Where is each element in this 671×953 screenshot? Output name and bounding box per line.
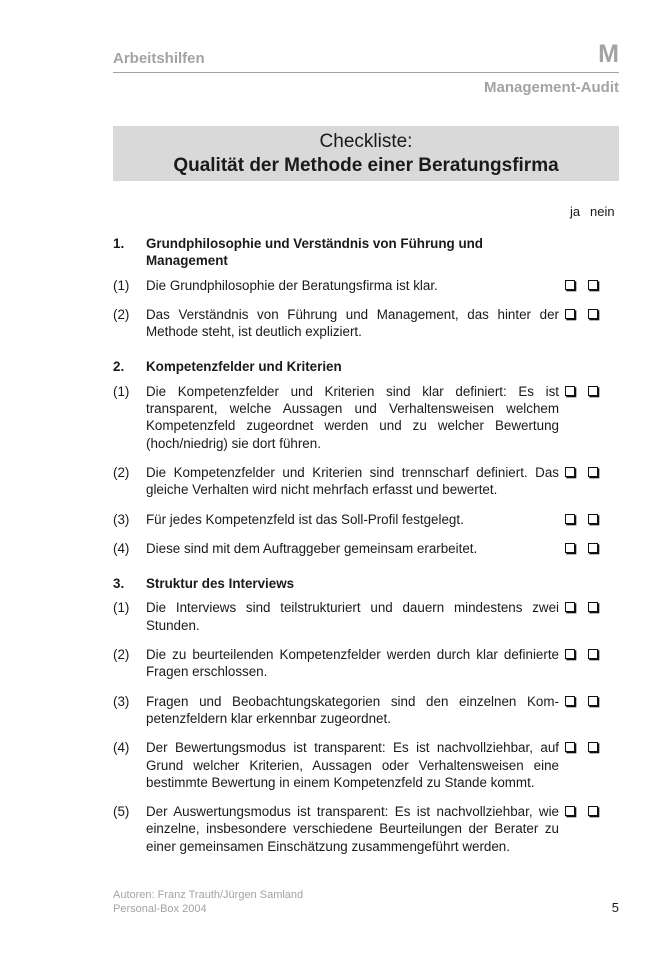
footer-credits [113, 888, 303, 916]
item-text: Der Bewertungsmodus ist transparent: Es ist nachvollziehbar, auf Grund welcher Kriterien, Aussagen oder Verhaltensweisen eine bestimmte Bewertung in einem Kompetenzfeld zu Stande kommt. [146, 740, 559, 790]
checkbox-nein[interactable] [588, 742, 598, 752]
checkbox-ja[interactable] [565, 386, 575, 396]
section-heading [113, 358, 619, 375]
checkbox-ja[interactable] [565, 742, 575, 752]
checkbox-ja[interactable] [565, 806, 575, 816]
checklist-item [113, 646, 619, 681]
checkbox-ja[interactable] [565, 309, 575, 319]
checkbox-ja[interactable] [565, 649, 575, 659]
checklist-item [113, 599, 619, 634]
title-kicker: Checkliste: [319, 131, 413, 152]
section-heading [113, 575, 619, 592]
checkbox-nein[interactable] [588, 514, 598, 524]
section-number: 3. [113, 576, 125, 592]
running-header-left: Arbeitshilfen [113, 50, 205, 67]
item-number: (5) [113, 804, 130, 820]
checkbox-nein[interactable] [588, 602, 598, 612]
item-text: Die Grundphilosophie der Beratungsfirma ist klar. [146, 277, 438, 293]
page-title: Qualität der Methode einer Beratungsfirma [173, 155, 559, 176]
footer-publication: Personal-Box 2004 [113, 903, 207, 915]
section-title: Kompetenzfelder und Kriterien [146, 359, 342, 375]
item-number: (4) [113, 540, 130, 556]
checkbox-ja[interactable] [565, 602, 575, 612]
checklist-item [113, 306, 619, 341]
footer-authors: Autoren: Franz Trauth/Jürgen Samland [113, 889, 304, 901]
checkbox-nein[interactable] [588, 309, 598, 319]
item-text: Der Auswertungsmodus ist transparent: Es ist nachvollziehbar, wie einzelne, insbesondere verschiedene Beurteilungen der Berater zu einer gemeinsamen Einschätzung zusammengeführt werden. [146, 804, 559, 854]
checklist-item [113, 803, 619, 855]
item-text: Das Verständnis von Führung und Management, das hinter der Methode steht, ist deutlich expliziert. [146, 306, 559, 340]
item-text: Die zu beurteilenden Kompetenzfelder werden durch klar definierte Fragen erschlossen. [146, 647, 559, 680]
checkbox-nein[interactable] [588, 467, 598, 477]
section-title: Struktur des Interviews [146, 576, 295, 592]
header-divider [113, 72, 619, 73]
checkbox-nein[interactable] [588, 543, 598, 553]
title-box [113, 126, 619, 181]
item-number: (4) [113, 740, 130, 756]
checkbox-nein[interactable] [588, 806, 598, 816]
section-title: Grundphilosophie und Verständnis von Führung und Management [146, 236, 483, 269]
checkbox-ja[interactable] [565, 467, 575, 477]
checklist-item [113, 277, 619, 294]
item-number: (1) [113, 277, 130, 293]
checkbox-nein[interactable] [588, 696, 598, 706]
checkbox-ja[interactable] [565, 543, 575, 553]
checklist-item [113, 383, 619, 452]
column-header-nein: nein [590, 204, 615, 219]
item-text: Die Kompetenzfelder und Kriterien sind klar definiert: Es ist transparent, welche Aussagen und Verhaltensweisen welchem Kompetenzfeld zugeordnet werden und zu welcher Bewertung (hoch/niedrig) sie dort führen. [146, 383, 559, 451]
section-heading [113, 235, 619, 270]
item-text: Für jedes Kompetenzfeld ist das Soll-Profil festgelegt. [146, 511, 464, 527]
item-number: (1) [113, 600, 130, 616]
item-number: (1) [113, 383, 130, 399]
checkbox-ja[interactable] [565, 514, 575, 524]
item-number: (3) [113, 511, 130, 527]
running-header-right: Management-Audit [484, 79, 619, 96]
page-number: 5 [611, 900, 619, 915]
checklist-item [113, 540, 619, 557]
checkbox-nein[interactable] [588, 280, 598, 290]
checkbox-nein[interactable] [588, 386, 598, 396]
checklist-item [113, 739, 619, 791]
checklist-item [113, 511, 619, 528]
item-text: Die Kompetenzfelder und Kriterien sind trennscharf definiert. Das gleiche Verhalten wird nicht mehrfach erfasst und bewertet. [146, 464, 559, 498]
item-number: (2) [113, 306, 130, 322]
column-header-ja: ja [570, 204, 581, 219]
section-number: 1. [113, 236, 125, 251]
checkbox-nein[interactable] [588, 649, 598, 659]
checklist-item [113, 693, 619, 728]
checklist [113, 235, 619, 855]
item-text: Die Interviews sind teilstrukturiert und dauern mindestens zwei Stunden. [146, 600, 559, 633]
chapter-letter: M [598, 40, 619, 68]
item-number: (2) [113, 647, 130, 663]
section-number: 2. [113, 359, 125, 375]
item-text: Diese sind mit dem Auftraggeber gemeinsam erarbeitet. [146, 540, 478, 556]
item-number: (3) [113, 693, 130, 709]
item-number: (2) [113, 464, 130, 480]
item-text: Fragen und Beobachtungskategorien sind den einzelnen Kompetenzfeldern klar erkennbar zugeordnet. [146, 693, 559, 726]
checkbox-ja[interactable] [565, 280, 575, 290]
checkbox-ja[interactable] [565, 696, 575, 706]
checklist-item [113, 464, 619, 499]
